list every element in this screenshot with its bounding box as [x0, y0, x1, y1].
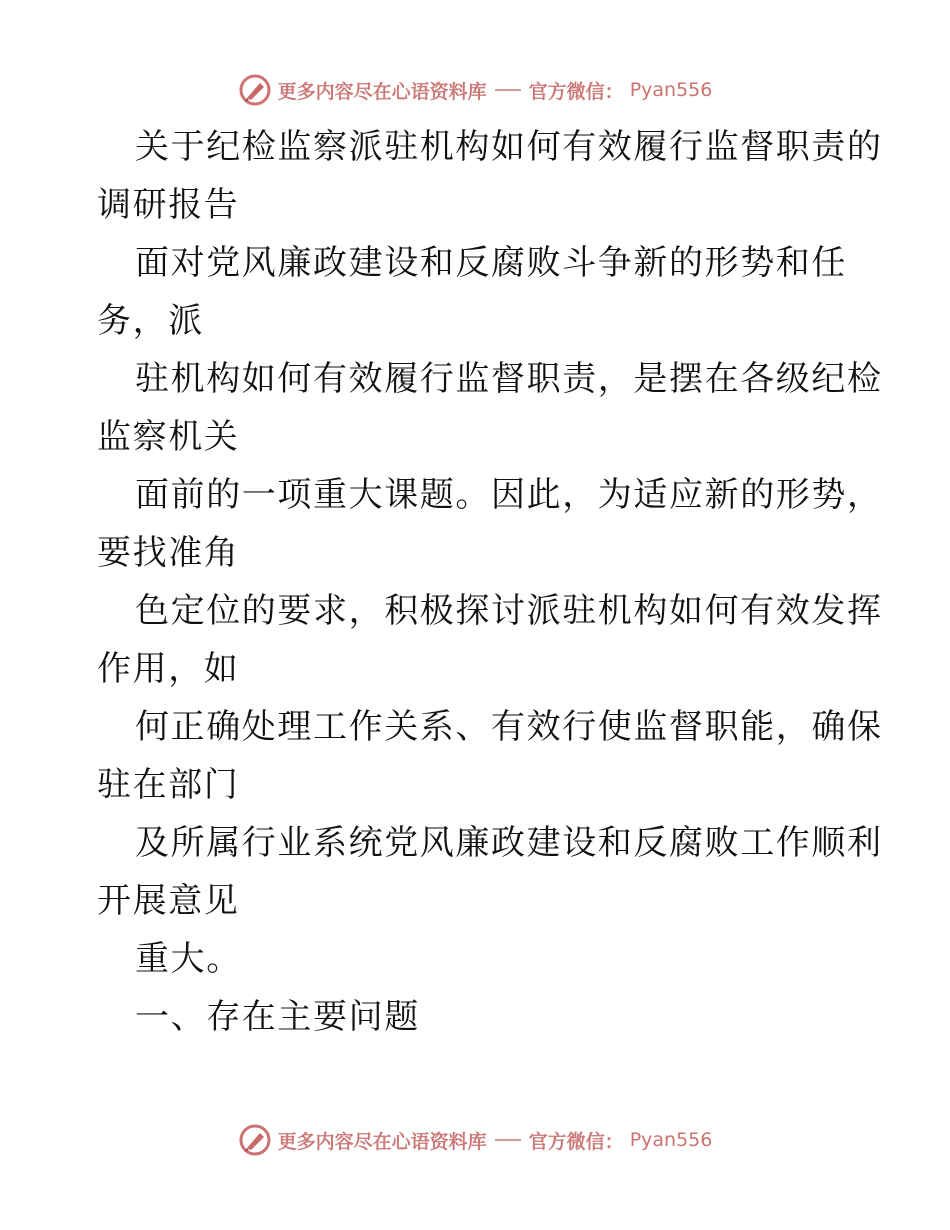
title-line-2: 调研报告 [97, 185, 240, 225]
paragraph-line: 重大。 [135, 939, 242, 979]
watermark-handle: Pyan556 [629, 1129, 713, 1151]
watermark-label: 官方微信： [528, 1130, 624, 1153]
pen-logo-icon [238, 1123, 272, 1157]
paragraph-line: 作用，如 [97, 649, 240, 689]
pen-logo-icon [238, 73, 272, 107]
paragraph-line: 何正确处理工作关系、有效行使监督职能，确保 [135, 707, 883, 747]
paragraph-line: 驻在部门 [97, 765, 240, 805]
paragraph-line: 要找准角 [97, 533, 240, 573]
paragraph-line: 务，派 [97, 301, 204, 341]
footer-watermark [0, 1120, 950, 1160]
header-watermark [0, 70, 950, 110]
watermark-dash [495, 1139, 521, 1141]
watermark-text: 更多内容尽在心语资料库 [277, 1130, 487, 1153]
watermark-handle: Pyan556 [629, 79, 713, 101]
paragraph-line: 监察机关 [97, 417, 240, 457]
document-body [97, 118, 883, 1046]
paragraph-line: 面对党风廉政建设和反腐败斗争新的形势和任 [135, 243, 847, 283]
paragraph-line: 面前的一项重大课题。因此，为适应新的形势， [135, 475, 883, 515]
paragraph-line: 及所属行业系统党风廉政建设和反腐败工作顺利 [135, 823, 883, 863]
paragraph-line: 开展意见 [97, 881, 240, 921]
section-heading: 一、存在主要问题 [135, 997, 420, 1037]
paragraph-line: 色定位的要求，积极探讨派驻机构如何有效发挥 [135, 591, 883, 631]
watermark-text: 更多内容尽在心语资料库 [277, 80, 487, 103]
title-line-1: 关于纪检监察派驻机构如何有效履行监督职责的 [135, 127, 883, 167]
watermark-label: 官方微信： [528, 80, 624, 103]
paragraph-line: 驻机构如何有效履行监督职责，是摆在各级纪检 [135, 359, 883, 399]
watermark-dash [495, 89, 521, 91]
